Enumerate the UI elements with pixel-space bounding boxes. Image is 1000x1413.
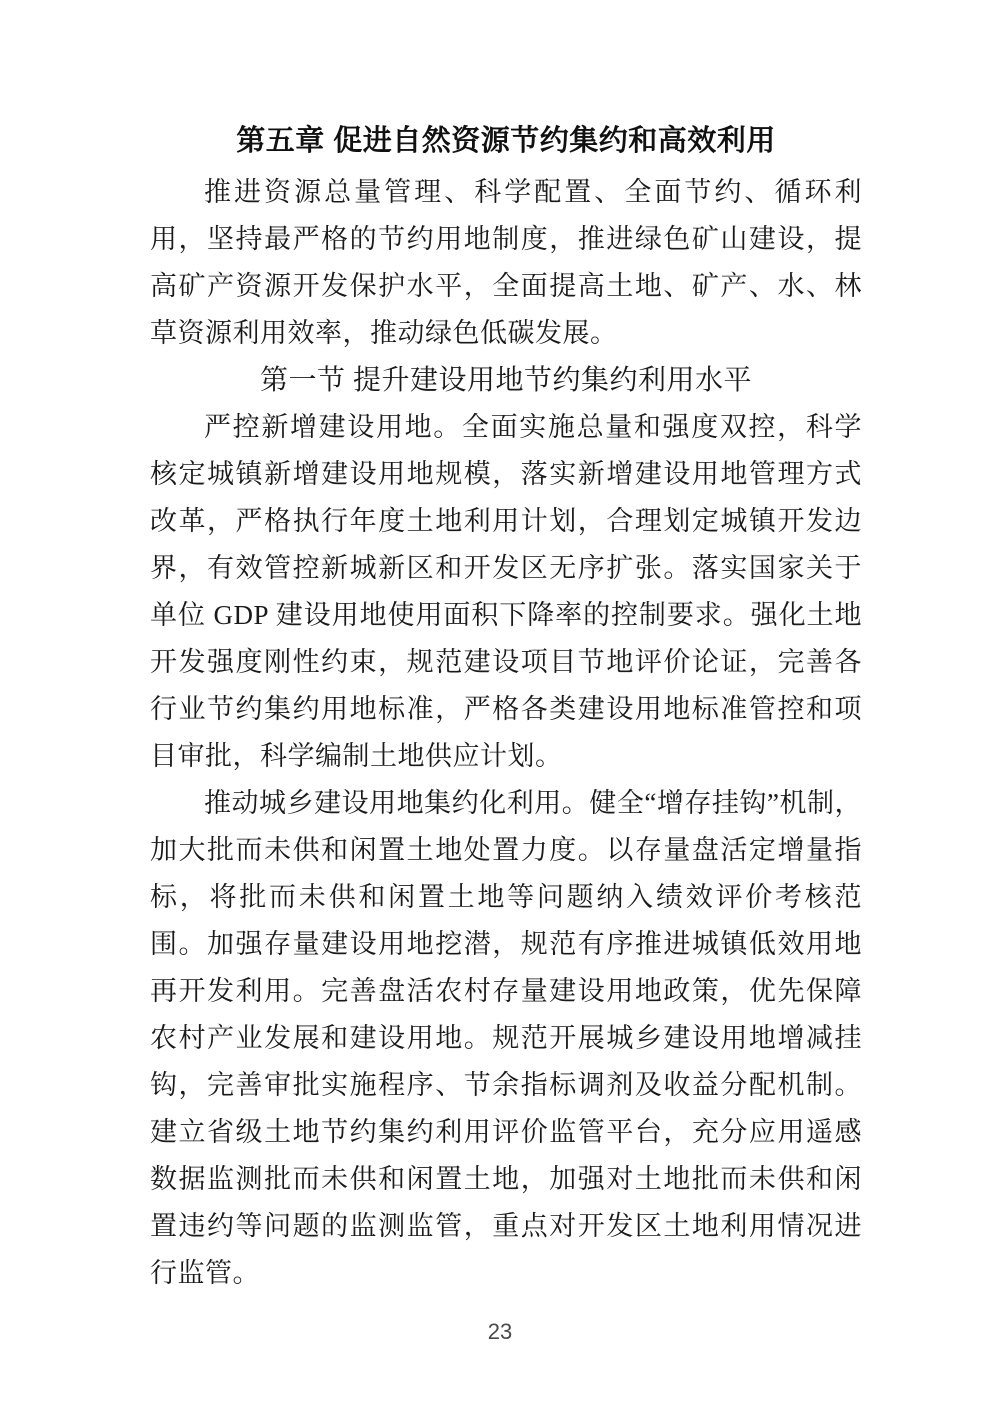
page-content [150, 118, 862, 1297]
body-paragraph: 推动城乡建设用地集约化利用。健全“增存挂钩”机制，加大批而未供和闲置土地处置力度。以存量盘活定增量指标，将批而未供和闲置土地等问题纳入绩效评价考核范围。加强存量建设用地挖潜，规范有序推进城镇低效用地再开发利用。完善盘活农村存量建设用地政策，优先保障农村产业发展和建设用地。规范开展城乡建设用地增减挂钩，完善审批实施程序、节余指标调剂及收益分配机制。建立省级土地节约集约利用评价监管平台，充分应用遥感数据监测批而未供和闲置土地，加强对土地批而未供和闲置违约等问题的监测监管，重点对开发区土地利用情况进行监管。 [150, 788, 862, 1288]
body-paragraph: 严控新增建设用地。全面实施总量和强度双控，科学核定城镇新增建设用地规模，落实新增建设用地管理方式改革，严格执行年度土地利用计划，合理划定城镇开发边界，有效管控新城新区和开发区无序扩张。落实国家关于单位 GDP 建设用地使用面积下降率的控制要求。强化土地开发强度刚性约束，规范建设项目节地评价论证，完善各行业节约集约用地标准，严格各类建设用地标准管控和项目审批，科学编制土地供应计划。 [150, 412, 862, 771]
section-title: 第一节 提升建设用地节约集约利用水平 [259, 365, 752, 396]
chapter-title: 第五章 促进自然资源节约集约和高效利用 [236, 125, 776, 157]
page-number: 23 [487, 1319, 513, 1344]
intro-paragraph: 推进资源总量管理、科学配置、全面节约、循环利用，坚持最严格的节约用地制度，推进绿色矿山建设，提高矿产资源开发保护水平，全面提高土地、矿产、水、林草资源利用效率，推动绿色低碳发展。 [150, 177, 862, 348]
